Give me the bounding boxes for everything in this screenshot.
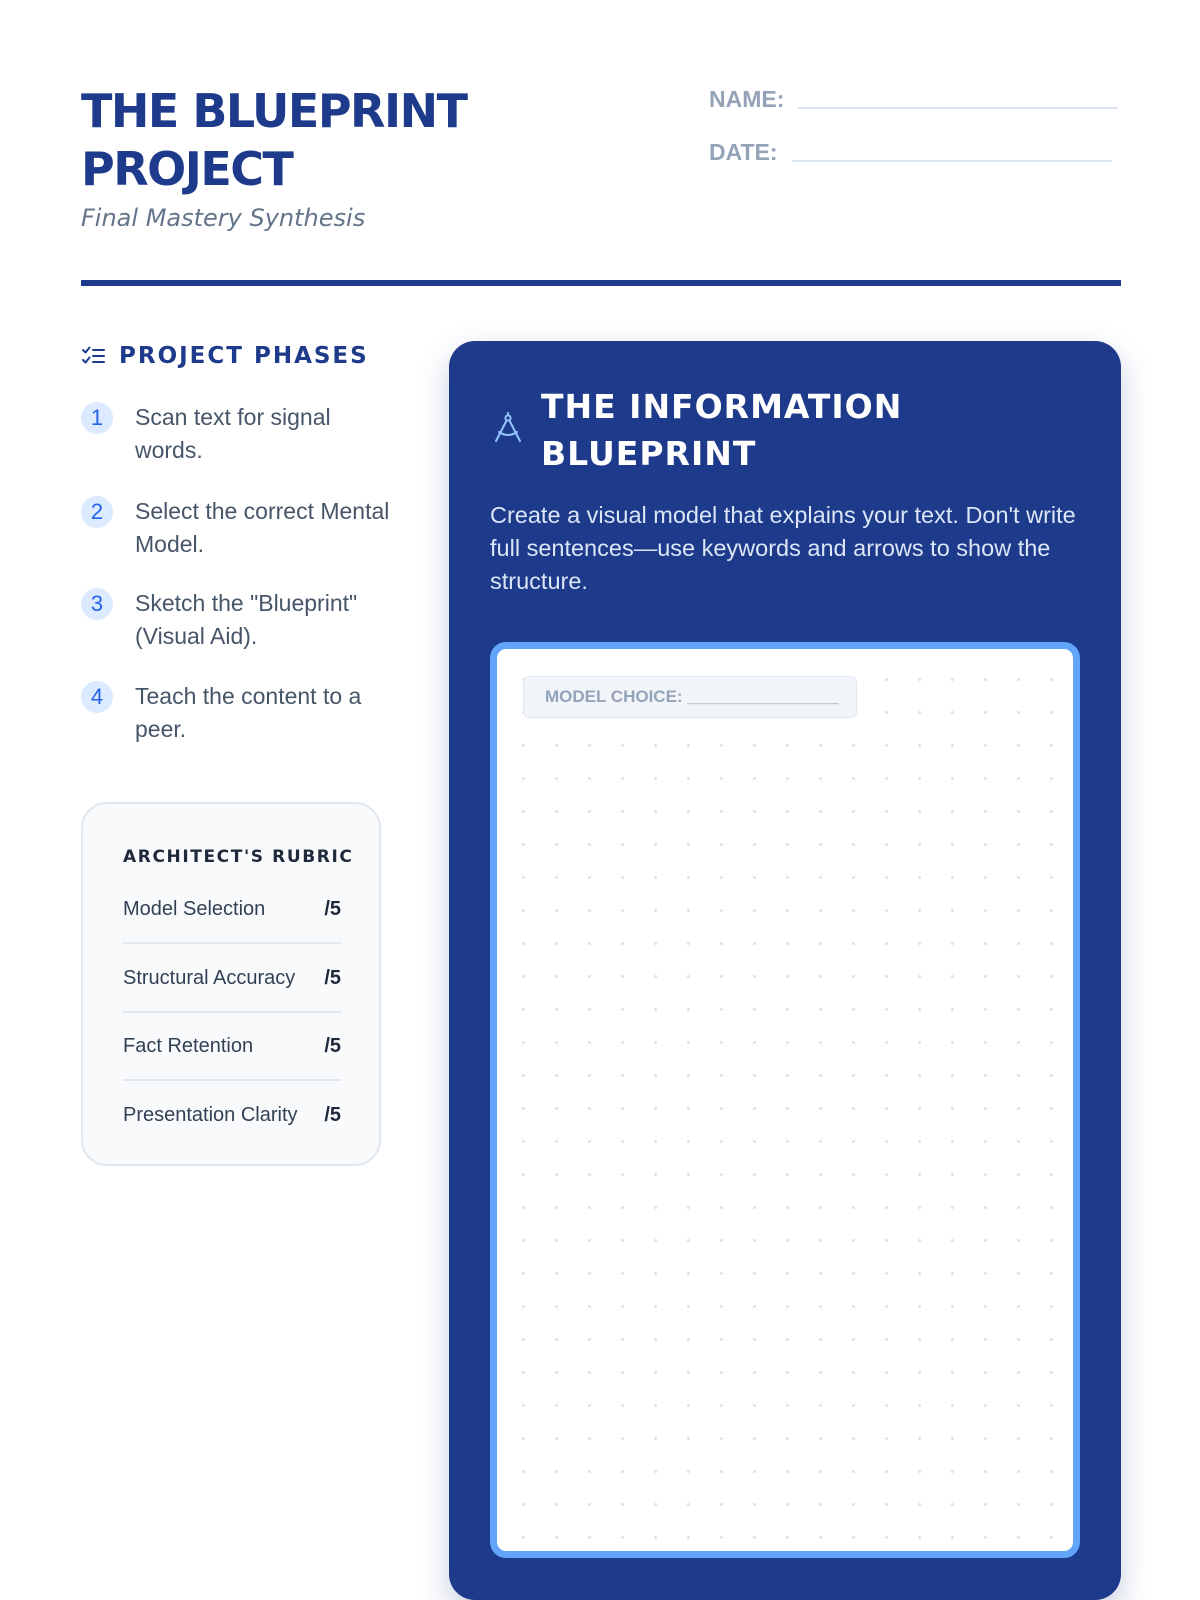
rubric-row (123, 876, 341, 944)
phase-text: Select the correct Mental Model. (135, 498, 390, 557)
phase-text: Scan text for signal words. (135, 404, 331, 463)
page-title: THE BLUEPRINT PROJECT (81, 84, 467, 196)
rubric-score: /5 (324, 1034, 341, 1057)
phase-item (81, 402, 401, 467)
model-choice-field[interactable]: MODEL CHOICE: ________________ (523, 676, 857, 718)
rubric-row (123, 945, 341, 1013)
date-field[interactable] (709, 139, 1112, 166)
phase-number-badge: 1 (81, 402, 113, 434)
name-field[interactable] (709, 86, 1118, 113)
phases-heading (81, 343, 369, 369)
phase-item (81, 588, 401, 653)
phase-item (81, 681, 401, 746)
phases-heading-label: PROJECT PHASES (119, 343, 369, 369)
rubric-row (123, 1013, 341, 1081)
blueprint-heading: THE INFORMATION BLUEPRINT (541, 387, 903, 473)
phase-number-badge: 2 (81, 496, 113, 528)
rubric-criterion: Fact Retention (123, 1034, 254, 1057)
rubric-criterion: Presentation Clarity (123, 1103, 298, 1126)
phase-text: Sketch the "Blueprint" (Visual Aid). (135, 590, 358, 649)
rubric-score: /5 (324, 897, 341, 920)
date-line[interactable] (792, 158, 1112, 162)
rubric-criterion: Model Selection (123, 897, 266, 920)
header-divider (81, 280, 1121, 286)
checklist-icon (81, 345, 105, 367)
phase-item (81, 496, 401, 561)
rubric-score: /5 (324, 1103, 341, 1126)
page-subtitle: Final Mastery Synthesis (81, 204, 366, 232)
name-label: NAME: (709, 86, 785, 112)
drafting-compass-icon (491, 411, 525, 445)
drawing-area[interactable] (490, 642, 1080, 1558)
rubric-score: /5 (324, 966, 341, 989)
phase-number-badge: 4 (81, 681, 113, 713)
rubric-card (81, 802, 381, 1166)
date-label: DATE: (709, 139, 778, 165)
rubric-title: ARCHITECT'S RUBRIC (123, 847, 354, 867)
name-line[interactable] (798, 105, 1118, 109)
blueprint-instructions: Create a visual model that explains your text. Don't write full sentences—use keywords and arrows to show the structure. (490, 502, 1076, 594)
phase-number-badge: 3 (81, 588, 113, 620)
rubric-criterion: Structural Accuracy (123, 966, 296, 989)
phase-text: Teach the content to a peer. (135, 683, 362, 742)
rubric-row (123, 1081, 341, 1149)
blueprint-card (449, 341, 1121, 1600)
